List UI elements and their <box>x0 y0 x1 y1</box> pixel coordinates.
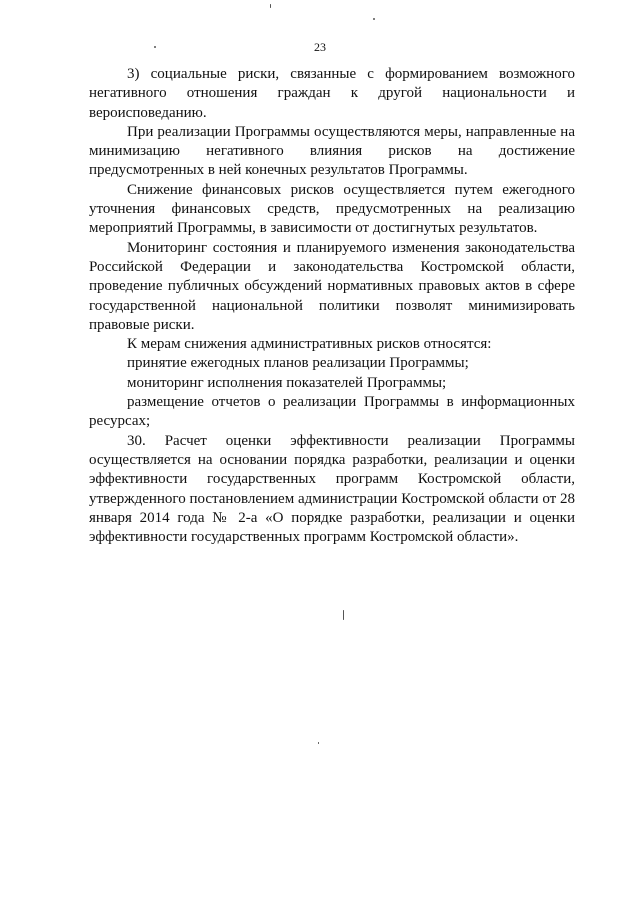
page-number: 23 <box>314 40 326 54</box>
list-item-indicator-monitoring: мониторинг исполнения показателей Программы; <box>127 374 447 391</box>
scan-speck <box>318 742 319 744</box>
scan-speck <box>270 4 271 8</box>
scan-speck <box>154 46 156 48</box>
document-body <box>89 65 575 547</box>
list-item-annual-plans: принятие ежегодных планов реализации Программы; <box>127 355 469 372</box>
paragraph-financial-risks: Снижение финансовых рисков осуществляется путем ежегодного уточнения финансовых средств, предусмотренных на реализацию мероприятий Программы, в зависимости от достигнутых результатов. <box>89 181 575 237</box>
scan-speck <box>343 610 344 620</box>
paragraph-legal-monitoring: Мониторинг состояния и планируемого изменения законодательства Российской Федерации и законодательства Костромской области, проведение публичных обсуждений нормативных правовых актов в сфере государственной национальной политики позволят минимизировать правовые риски. <box>89 239 575 333</box>
list-item-report-publishing: размещение отчетов о реализации Программы в информационных ресурсах; <box>89 394 575 430</box>
paragraph-risk-measures: При реализации Программы осуществляются меры, направленные на минимизацию негативного влияния рисков на достижение предусмотренных в ней конечных результатов Программы. <box>89 123 575 179</box>
paragraph-efficiency-assessment: 30. Расчет оценки эффективности реализации Программы осуществляется на основании порядка разработки, реализации и оценки эффективности государственных программ Костромской области, утвержденного постановлением администрации Костромской области от 28 января 2014 года № 2-а «О порядке разработки, реализации и оценки эффективности государственных программ Костромской области». <box>89 432 575 546</box>
scan-speck <box>373 18 375 20</box>
paragraph-social-risks: 3) социальные риски, связанные с формированием возможного негативного отношения граждан к другой национальности и вероисповеданию. <box>89 66 575 121</box>
paragraph-admin-risks-intro: К мерам снижения административных рисков относятся: <box>127 336 492 353</box>
